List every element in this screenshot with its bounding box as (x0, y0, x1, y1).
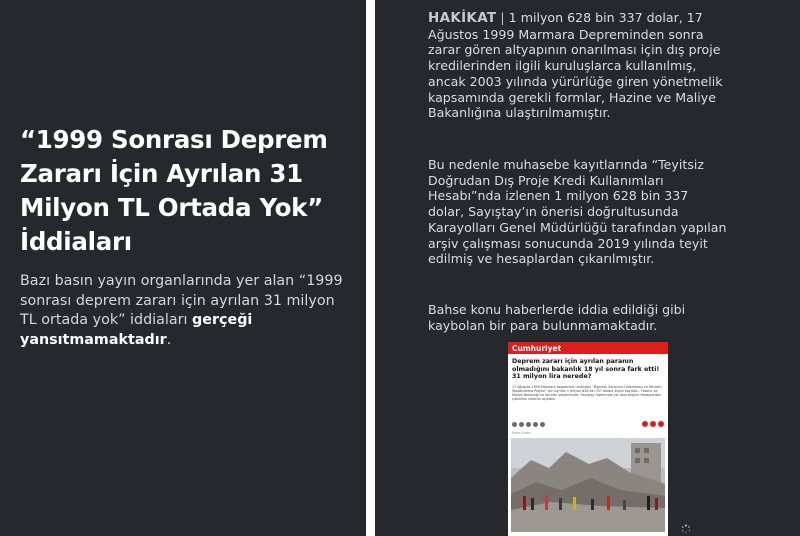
left-panel (0, 0, 366, 536)
bookmark-icon (642, 421, 648, 427)
share-icon-1 (512, 422, 517, 427)
share-row (512, 420, 664, 428)
paragraph-1-text: 1 milyon 628 bin 337 dolar, 17 Ağustos 1999 Marmara Depreminden sonra zarar gören altyapının onarılması için dış proje kredilerinden ilgili kuruluşlarca kullanılmış, ancak 2003 yılında yürürlüğe giren yönetmelik kapsamında gerekli formlar, Hazine ve Maliye Bakanlığına ulaştırılmamıştır. (428, 10, 723, 121)
lead-text: Bazı basın yayın organlarında yer alan “1999 sonrası deprem zararı için ayrılan 31 milyon TL ortada yok” iddiaları (20, 273, 343, 328)
paragraph-3: Bahse konu haberlerde iddia edildiği gibi kaybolan bir para bulunmamaktadır. (428, 302, 686, 333)
right-panel (375, 0, 800, 536)
share-icon-4 (533, 422, 538, 427)
share-icon-2 (519, 422, 524, 427)
paragraph-2: Bu nedenle muhasebe kayıtlarında “Teyitsiz Doğrudan Dış Proje Kredi Kullanımları Hesabı”nda izlenen 1 milyon 628 bin 337 dolar, Sayıştay’ın önerisi doğrultusunda Karayolları Genel Müdürlüğü tarafından yapılan arşiv çalışması sonucunda 2019 yılında teyit edilmiş ve hesaplardan çıkarılmıştır. (428, 157, 727, 267)
news-screenshot (508, 342, 668, 536)
brand-label: HAKİKAT (428, 10, 497, 26)
loading-spinner-icon (681, 524, 691, 534)
lead-emphasis: gerçeği yansıtmamaktadır (20, 312, 253, 348)
share-icon-5 (540, 422, 545, 427)
news-byline: Emre Erdim (512, 431, 531, 435)
lead-paragraph (20, 272, 350, 350)
page-title: “1999 Sonrası Deprem Zararı İçin Ayrılan 31 Milyon TL Ortada Yok” İddiaları (20, 125, 328, 256)
earthquake-rubble-photo (511, 438, 665, 532)
lead-end: . (166, 331, 172, 348)
share-icon-3 (526, 422, 531, 427)
paragraph-1 (428, 10, 728, 121)
font-size-icon (658, 421, 664, 427)
brand-separator: | (500, 10, 505, 25)
news-outlet-logo: Cumhuriyet (512, 343, 562, 353)
news-header-bar (508, 342, 668, 354)
comment-icon (650, 421, 656, 427)
news-snippet: 17 Ağustos 1999 Marmara depreminin ardından “Deprem Zararının Giderilmesi ve Yeniden Yapılandırma Projesi” için ayrılan 1 milyon 628 bin 337 dolara ilişkin kayıtlar... Hazine ve Maliye Bakanlığı’na formlar ulaştırılmadı. Sayıştay raporunda yer alan bilgiler hesaplardan çıkarılma sürecini açıkladı. (512, 384, 662, 402)
news-headline: Deprem zararı için ayrılan paranın olmadığını bakanlık 18 yıl sonra fark etti! 31 milyon lira nerede? (512, 358, 660, 381)
